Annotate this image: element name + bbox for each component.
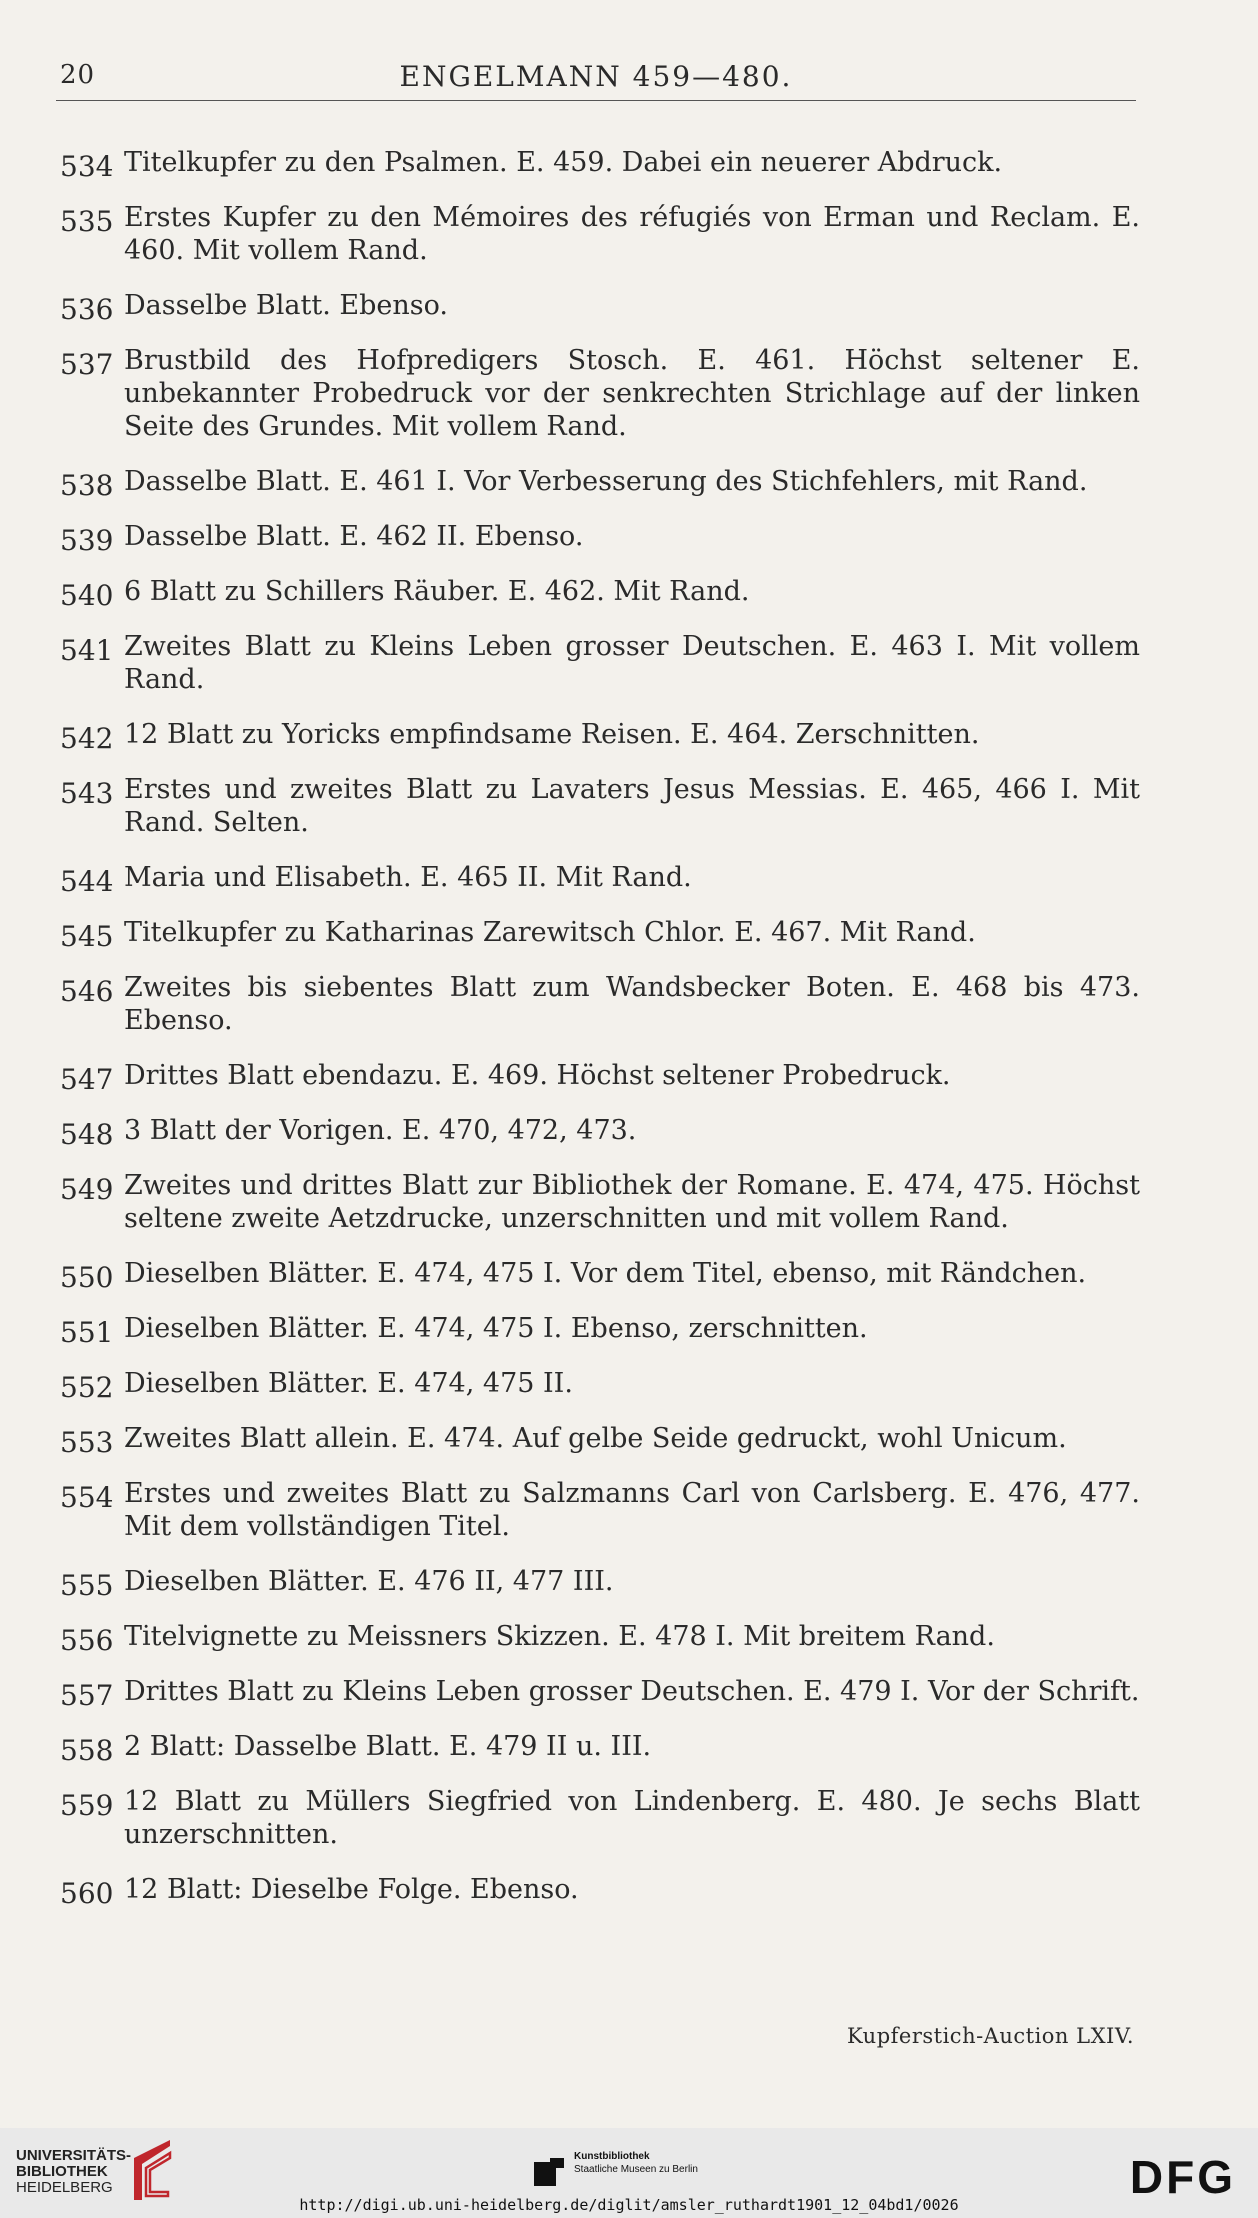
source-url-link[interactable]: http://digi.ub.uni-heidelberg.de/diglit/amsler_ruthardt1901_12_04bd1/0026 bbox=[299, 2196, 959, 2214]
entry-number: 560 bbox=[60, 1877, 114, 1910]
entry-number: 554 bbox=[60, 1481, 114, 1514]
entry-text: 6 Blatt zu Schillers Räuber. E. 462. Mit Rand. bbox=[124, 576, 750, 607]
catalogue-entry bbox=[60, 1565, 1140, 1602]
university-emblem-icon bbox=[128, 2138, 176, 2204]
entry-number: 549 bbox=[60, 1173, 114, 1206]
entry-text: Drittes Blatt zu Kleins Leben grosser Deutschen. E. 479 I. Vor der Schrift. bbox=[124, 1676, 1140, 1707]
entry-number: 555 bbox=[60, 1569, 114, 1602]
entry-text: Erstes und zweites Blatt zu Salzmanns Carl von Carlsberg. E. 476, 477. Mit dem vollständigen Titel. bbox=[124, 1478, 1140, 1542]
entry-text: Brustbild des Hofpredigers Stosch. E. 461. Höchst seltener E. unbekannter Probedruck vor der senkrechten Strichlage auf der linken Seite des Grundes. Mit vollem Rand. bbox=[124, 345, 1140, 442]
catalogue-entry bbox=[60, 1367, 1140, 1404]
entry-text: Titelkupfer zu Katharinas Zarewitsch Chlor. E. 467. Mit Rand. bbox=[124, 917, 976, 948]
digitization-bar bbox=[0, 2128, 1258, 2218]
entry-number: 559 bbox=[60, 1789, 114, 1822]
running-title: ENGELMANN 459—480. bbox=[399, 60, 793, 93]
entry-text: Dasselbe Blatt. E. 461 I. Vor Verbesserung des Stichfehlers, mit Rand. bbox=[124, 466, 1088, 497]
footer-note: Kupferstich-Auction LXIV. bbox=[846, 2024, 1134, 2048]
entry-number: 538 bbox=[60, 469, 114, 502]
catalogue-entry bbox=[60, 1169, 1140, 1235]
entry-text: Zweites bis siebentes Blatt zum Wandsbecker Boten. E. 468 bis 473. Ebenso. bbox=[124, 972, 1140, 1036]
entry-number: 536 bbox=[60, 293, 114, 326]
catalogue-entry bbox=[60, 718, 1140, 755]
entry-text: Titelkupfer zu den Psalmen. E. 459. Dabei ein neuerer Abdruck. bbox=[124, 147, 1003, 178]
entry-text: Erstes Kupfer zu den Mémoires des réfugiés von Erman und Reclam. E. 460. Mit vollem Rand. bbox=[124, 202, 1140, 266]
entry-number: 557 bbox=[60, 1679, 114, 1712]
entry-number: 553 bbox=[60, 1426, 114, 1459]
running-head bbox=[56, 56, 1136, 101]
entry-number: 535 bbox=[60, 205, 114, 238]
catalogue-entry bbox=[60, 1785, 1140, 1851]
entry-text: 12 Blatt zu Müllers Siegfried von Lindenberg. E. 480. Je sechs Blatt unzerschnitten. bbox=[124, 1786, 1140, 1850]
entry-text: 2 Blatt: Dasselbe Blatt. E. 479 II u. III. bbox=[124, 1731, 652, 1762]
catalogue-entry bbox=[60, 1257, 1140, 1294]
catalogue-entry bbox=[60, 1114, 1140, 1151]
catalogue-entry bbox=[60, 1422, 1140, 1459]
entry-number: 534 bbox=[60, 150, 114, 183]
catalogue-entry bbox=[60, 520, 1140, 557]
entry-text: Zweites Blatt zu Kleins Leben grosser Deutschen. E. 463 I. Mit vollem Rand. bbox=[124, 631, 1140, 695]
entry-text: Dasselbe Blatt. Ebenso. bbox=[124, 290, 448, 321]
entry-number: 543 bbox=[60, 777, 114, 810]
entry-number: 540 bbox=[60, 579, 114, 612]
catalogue-entry bbox=[60, 630, 1140, 696]
entry-text: Maria und Elisabeth. E. 465 II. Mit Rand. bbox=[124, 862, 692, 893]
entry-number: 551 bbox=[60, 1316, 114, 1349]
entry-text: Dieselben Blätter. E. 474, 475 I. Vor dem Titel, ebenso, mit Rändchen. bbox=[124, 1258, 1087, 1289]
entry-number: 552 bbox=[60, 1371, 114, 1404]
entry-number: 547 bbox=[60, 1063, 114, 1096]
catalogue-entry bbox=[60, 1873, 1140, 1910]
entry-number: 537 bbox=[60, 348, 114, 381]
entry-number: 539 bbox=[60, 524, 114, 557]
catalogue-entry bbox=[60, 1477, 1140, 1543]
catalogue-entry bbox=[60, 201, 1140, 267]
dfg-logo[interactable]: DFG bbox=[1129, 2151, 1236, 2203]
entry-text: Erstes und zweites Blatt zu Lavaters Jesus Messias. E. 465, 466 I. Mit Rand. Selten. bbox=[124, 774, 1140, 838]
catalogue-entry bbox=[60, 861, 1140, 898]
entry-text: Dieselben Blätter. E. 474, 475 I. Ebenso, zerschnitten. bbox=[124, 1313, 868, 1344]
catalogue-entry bbox=[60, 1730, 1140, 1767]
entry-number: 545 bbox=[60, 920, 114, 953]
entry-number: 546 bbox=[60, 975, 114, 1008]
catalogue-entries bbox=[60, 146, 1140, 1928]
kunstbibliothek-icon bbox=[534, 2158, 564, 2186]
catalogue-entry bbox=[60, 465, 1140, 502]
catalogue-entry bbox=[60, 289, 1140, 326]
entry-number: 544 bbox=[60, 865, 114, 898]
entry-text: 3 Blatt der Vorigen. E. 470, 472, 473. bbox=[124, 1115, 637, 1146]
catalogue-entry bbox=[60, 1312, 1140, 1349]
catalogue-entry bbox=[60, 971, 1140, 1037]
catalogue-entry bbox=[60, 344, 1140, 443]
catalogue-entry bbox=[60, 1675, 1140, 1712]
uni-logo-line-2: BIBLIOTHEK bbox=[16, 2163, 108, 2180]
catalogue-entry bbox=[60, 1620, 1140, 1657]
catalogue-entry bbox=[60, 1059, 1140, 1096]
entry-text: Zweites und drittes Blatt zur Bibliothek der Romane. E. 474, 475. Höchst seltene zweite Aetzdrucke, unzerschnitten und mit vollem Rand. bbox=[124, 1170, 1140, 1234]
entry-text: Dieselben Blätter. E. 474, 475 II. bbox=[124, 1368, 573, 1399]
entry-text: 12 Blatt zu Yoricks empfindsame Reisen. E. 464. Zerschnitten. bbox=[124, 719, 980, 750]
entry-text: Titelvignette zu Meissners Skizzen. E. 478 I. Mit breitem Rand. bbox=[124, 1621, 995, 1652]
entry-number: 541 bbox=[60, 634, 114, 667]
page-number: 20 bbox=[60, 60, 96, 90]
entry-text: Drittes Blatt ebendazu. E. 469. Höchst seltener Probedruck. bbox=[124, 1060, 951, 1091]
entry-number: 548 bbox=[60, 1118, 114, 1151]
entry-text: Zweites Blatt allein. E. 474. Auf gelbe Seide gedruckt, wohl Unicum. bbox=[124, 1423, 1067, 1454]
uni-logo-line-3: HEIDELBERG bbox=[16, 2179, 113, 2196]
catalogue-entry bbox=[60, 773, 1140, 839]
entry-text: Dasselbe Blatt. E. 462 II. Ebenso. bbox=[124, 521, 584, 552]
entry-number: 558 bbox=[60, 1734, 114, 1767]
uni-logo-line-1: UNIVERSITÄTS- bbox=[16, 2147, 132, 2164]
entry-number: 542 bbox=[60, 722, 114, 755]
entry-text: 12 Blatt: Dieselbe Folge. Ebenso. bbox=[124, 1874, 579, 1905]
kunstbibliothek-title: Kunstbibliothek bbox=[574, 2151, 650, 2162]
entry-number: 556 bbox=[60, 1624, 114, 1657]
catalogue-entry bbox=[60, 575, 1140, 612]
university-library-logo[interactable] bbox=[16, 2148, 131, 2196]
kunstbibliothek-subtitle: Staatliche Museen zu Berlin bbox=[574, 2164, 698, 2175]
entry-text: Dieselben Blätter. E. 476 II, 477 III. bbox=[124, 1566, 614, 1597]
catalogue-entry bbox=[60, 146, 1140, 183]
kunstbibliothek-text bbox=[574, 2150, 774, 2176]
entry-number: 550 bbox=[60, 1261, 114, 1294]
catalogue-entry bbox=[60, 916, 1140, 953]
